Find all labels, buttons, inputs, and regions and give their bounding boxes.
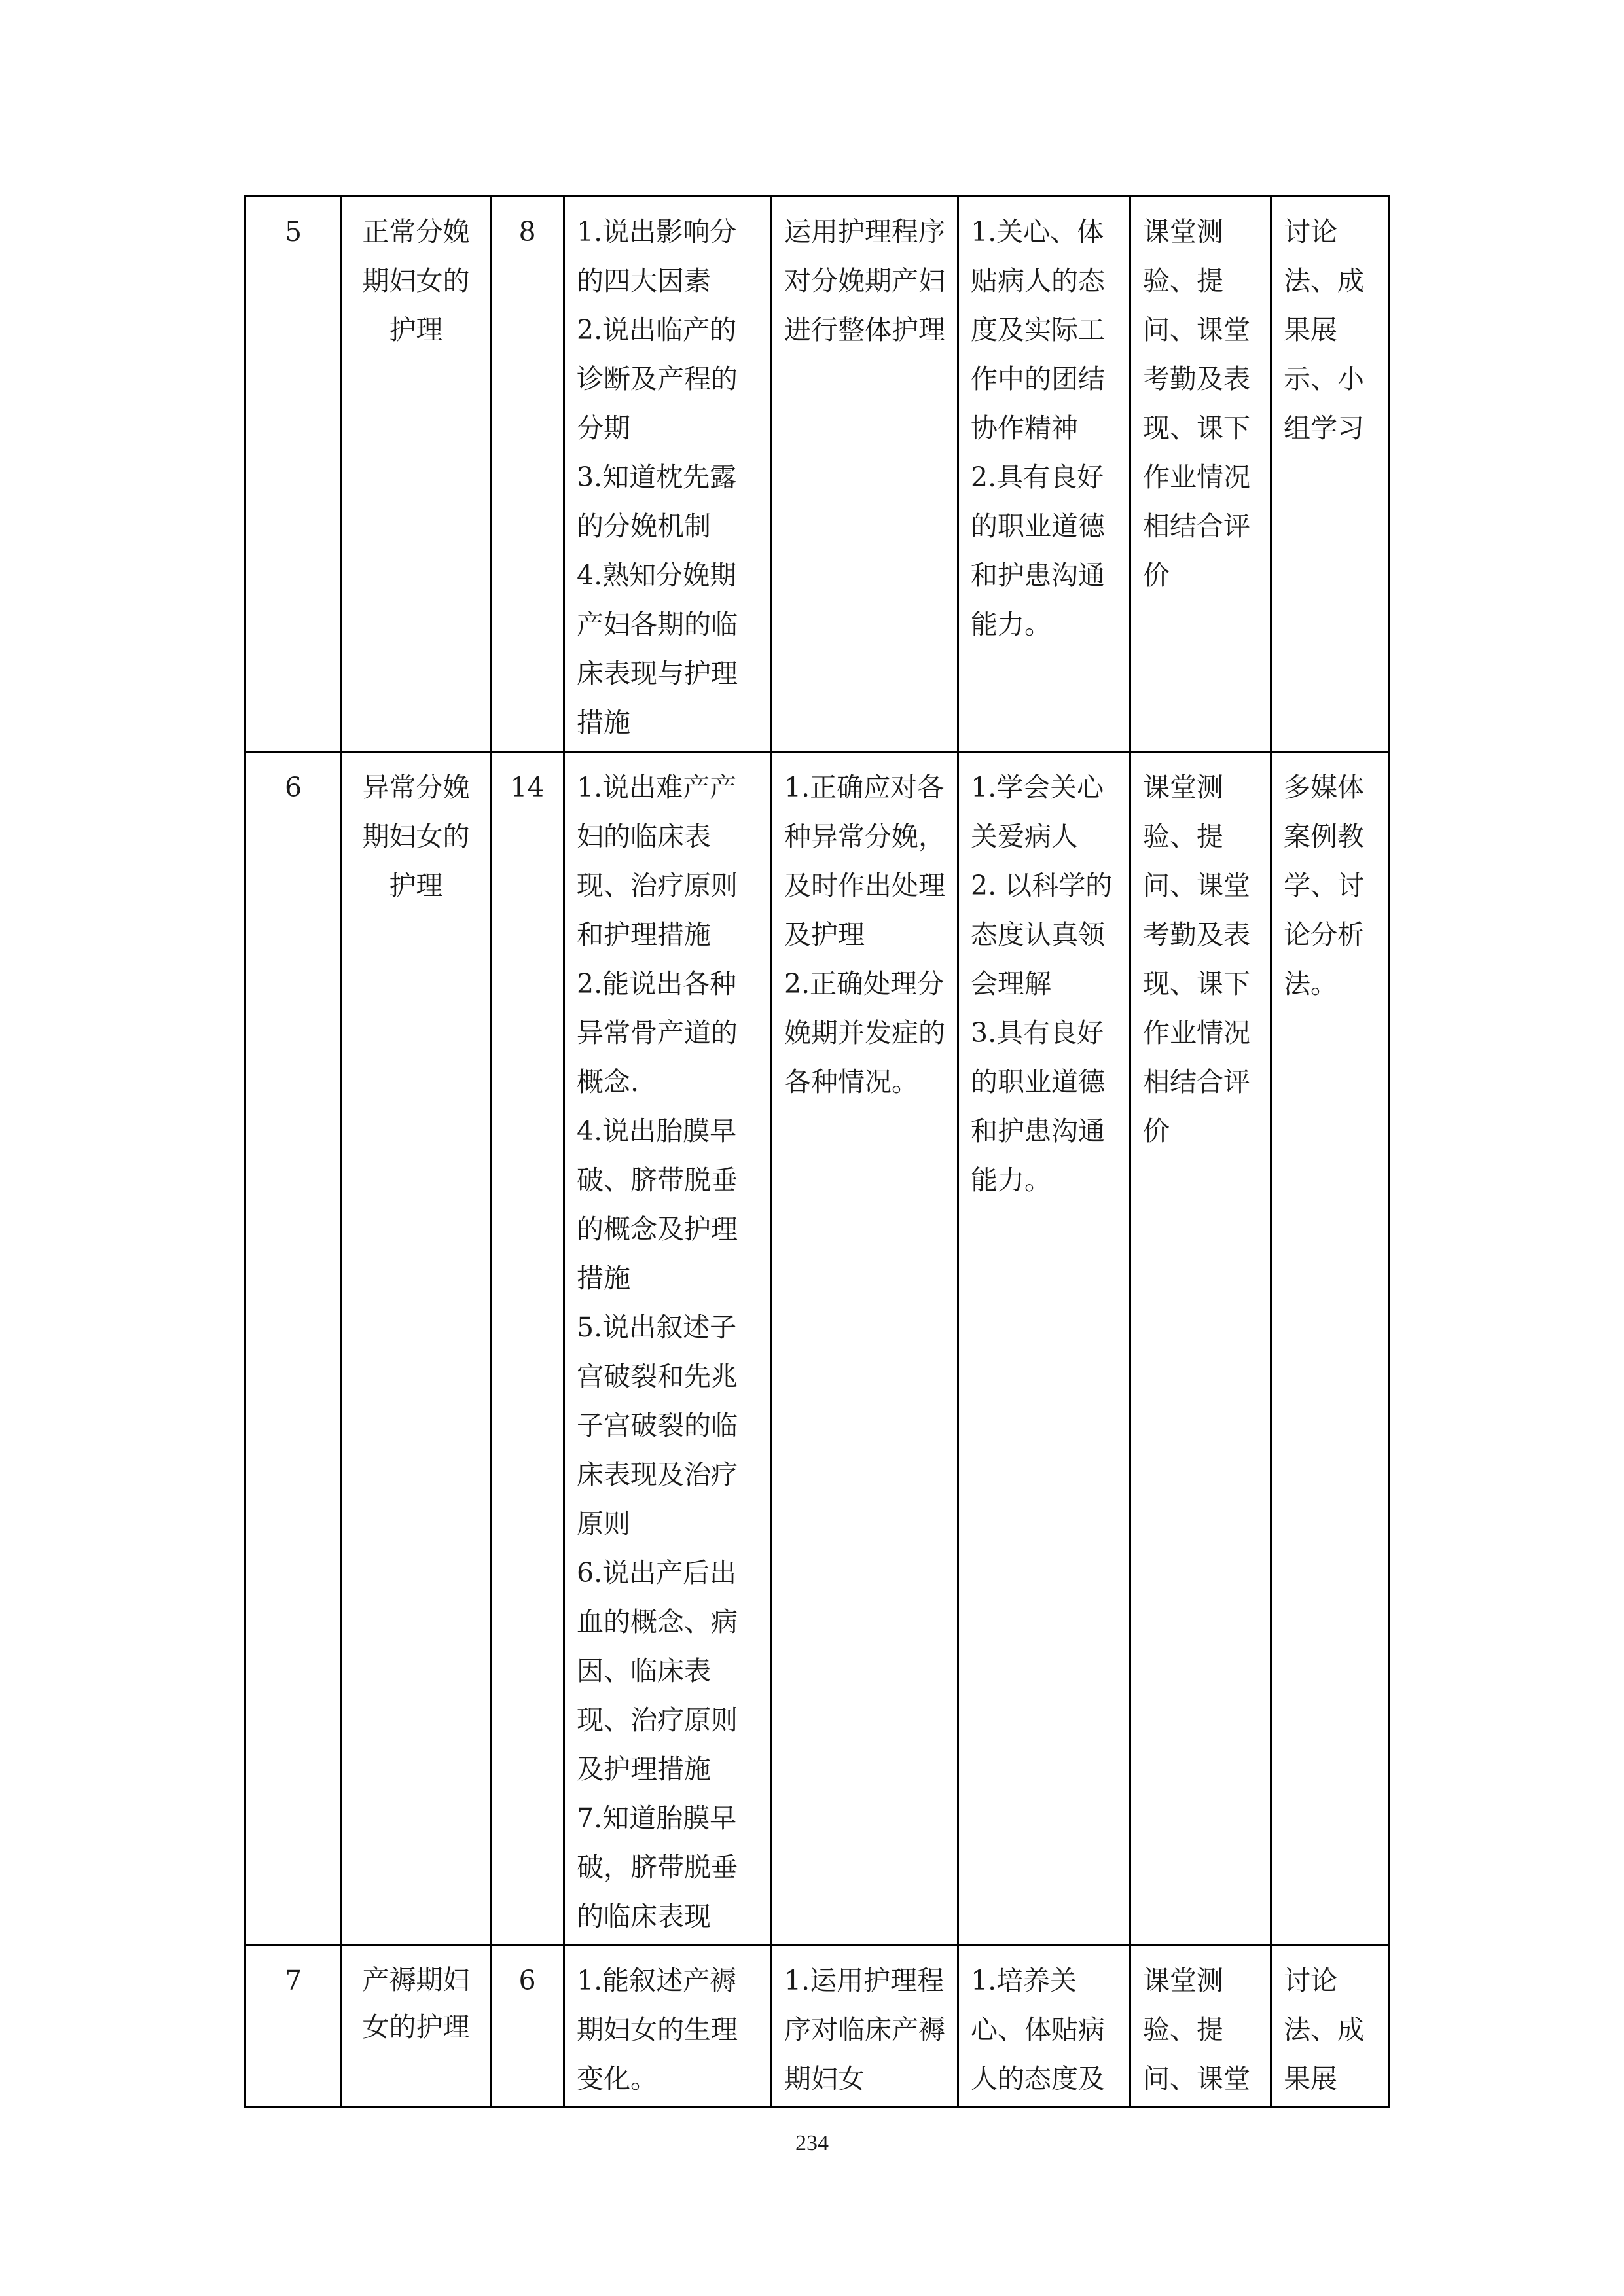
class-hours-cell: 6 (491, 1945, 564, 2108)
page-number: 234 (795, 2131, 829, 2155)
table-row (245, 1945, 1390, 2108)
assessment-cell: 课堂测验、提问、课堂考勤及表现、课下作业情况相结合评价 (1130, 752, 1271, 1945)
skill-goals-cell: 运用护理程序对分娩期产妇进行整体护理 (772, 196, 958, 752)
knowledge-goals-cell: 1.说出影响分的四大因素 2.说出临产的诊断及产程的分期 3.知道枕先露的分娩机制 4.熟知分娩期产妇各期的临床表现与护理措施 (564, 196, 772, 752)
unit-name-cell: 正常分娩期妇女的护理 (342, 196, 491, 752)
knowledge-goals-cell: 1.能叙述产褥期妇女的生理变化。 (564, 1945, 772, 2108)
unit-number-cell: 7 (245, 1945, 342, 2108)
table-row (245, 752, 1390, 1945)
skill-goals-cell: 1.正确应对各种异常分娩，及时作出处理及护理 2.正确处理分娩期并发症的各种情况。 (772, 752, 958, 1945)
skill-goals-cell: 1.运用护理程序对临床产褥期妇女 (772, 1945, 958, 2108)
quality-goals-cell: 1.培养关心、体贴病人的态度及 (958, 1945, 1130, 2108)
teaching-method-cell: 讨论法、成果展 (1271, 1945, 1390, 2108)
teaching-method-cell: 多媒体案例教学、讨论分析法。 (1271, 752, 1390, 1945)
unit-number-cell: 5 (245, 196, 342, 752)
curriculum-table (244, 195, 1390, 2108)
quality-goals-cell: 1.学会关心关爱病人 2. 以科学的态度认真领会理解 3.具有良好的职业道德和护患沟通能力。 (958, 752, 1130, 1945)
knowledge-goals-cell: 1.说出难产产妇的临床表现、治疗原则和护理措施 2.能说出各种异常骨产道的概念. 4.说出胎膜早破、脐带脱垂的概念及护理措施 5.说出叙述子宫破裂和先兆子宫破裂的临床表现及治疗原则 6.说出产后出血的概念、病因、临床表现、治疗原则及护理措施 7.知道胎膜早破，脐带脱垂的临床表现 (564, 752, 772, 1945)
quality-goals-cell: 1.关心、体贴病人的态度及实际工作中的团结协作精神 2.具有良好的职业道德和护患沟通能力。 (958, 196, 1130, 752)
class-hours-cell: 14 (491, 752, 564, 1945)
table-row (245, 196, 1390, 752)
teaching-method-cell: 讨论法、成果展示、小组学习 (1271, 196, 1390, 752)
assessment-cell: 课堂测验、提问、课堂 (1130, 1945, 1271, 2108)
unit-number-cell: 6 (245, 752, 342, 1945)
assessment-cell: 课堂测验、提问、课堂考勤及表现、课下作业情况相结合评价 (1130, 196, 1271, 752)
class-hours-cell: 8 (491, 196, 564, 752)
unit-name-cell: 异常分娩期妇女的护理 (342, 752, 491, 1945)
unit-name-cell: 产褥期妇女的护理 (342, 1945, 491, 2108)
